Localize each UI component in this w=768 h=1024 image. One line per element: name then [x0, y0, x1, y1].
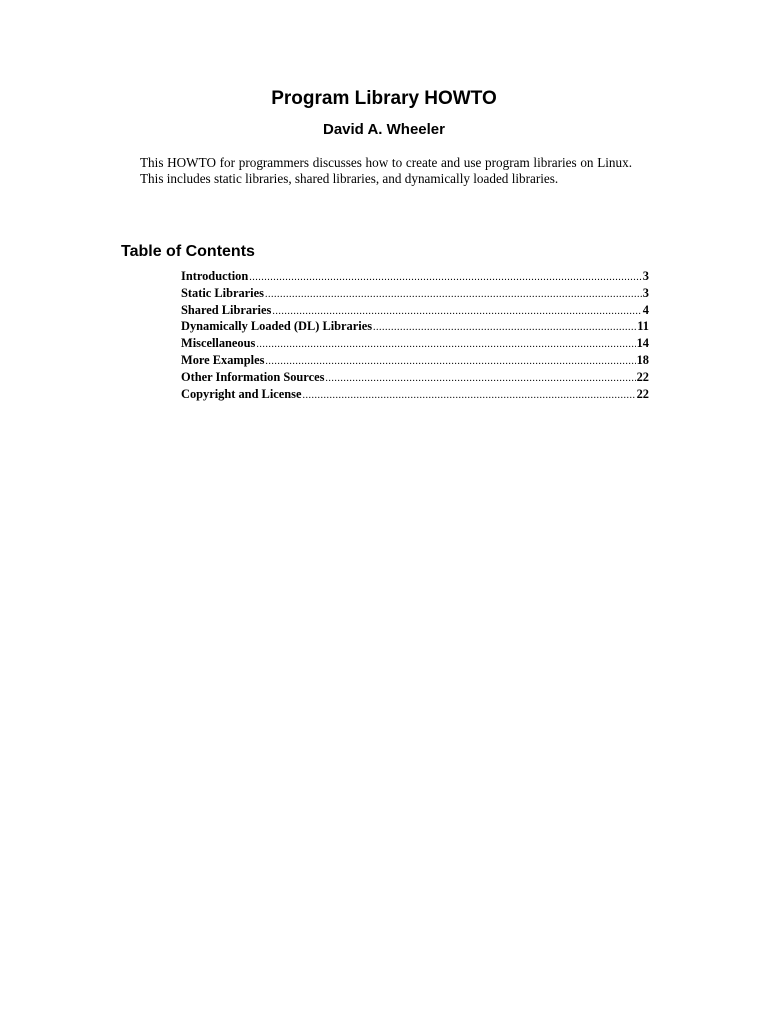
abstract-paragraph: This HOWTO for programmers discusses how to create and use program libraries on Linux. This includes static libraries, shared libraries, and dynamically loaded libraries. [140, 155, 632, 186]
toc-entry-page: 22 [636, 369, 649, 384]
toc-entry-introduction[interactable] [181, 268, 649, 285]
toc-dot-leader [265, 287, 642, 302]
toc-entry-dl-libraries[interactable] [181, 318, 649, 335]
document-title: Program Library HOWTO [271, 88, 497, 109]
toc-entry-other-information-sources[interactable] [181, 369, 649, 386]
toc-dot-leader [325, 371, 635, 386]
toc-entry-page: 3 [642, 285, 649, 300]
toc-entry-page: 18 [636, 352, 649, 367]
toc-entry-shared-libraries[interactable] [181, 302, 649, 319]
toc-entry-title[interactable]: Introduction [181, 269, 249, 283]
toc-dot-leader [256, 337, 635, 352]
toc-dot-leader [373, 320, 636, 335]
toc-entry-page: 14 [636, 336, 649, 351]
toc-entry-title[interactable]: Shared Libraries [181, 302, 272, 317]
document-author: David A. Wheeler [323, 121, 445, 138]
toc-entry-title[interactable]: More Examples [181, 352, 265, 367]
toc-entry-title[interactable]: Other Information Sources [181, 369, 325, 384]
toc-entry-title[interactable]: Miscellaneous [181, 336, 256, 351]
toc-entry-page: 3 [642, 269, 649, 283]
toc-entry-title[interactable]: Dynamically Loaded (DL) Libraries [181, 319, 373, 334]
toc-dot-leader [302, 388, 635, 403]
table-of-contents [181, 268, 649, 402]
toc-entry-title[interactable]: Copyright and License [181, 386, 302, 401]
toc-entry-miscellaneous[interactable] [181, 335, 649, 352]
toc-entry-more-examples[interactable] [181, 352, 649, 369]
toc-entry-copyright-and-license[interactable] [181, 386, 649, 403]
toc-entry-page: 11 [637, 319, 649, 334]
toc-dot-leader [265, 354, 635, 369]
toc-entry-static-libraries[interactable] [181, 285, 649, 302]
toc-heading: Table of Contents [121, 243, 255, 260]
toc-entry-page: 4 [642, 302, 649, 317]
toc-dot-leader [272, 304, 641, 319]
toc-entry-page: 22 [636, 386, 649, 401]
toc-dot-leader [249, 270, 642, 285]
toc-entry-title[interactable]: Static Libraries [181, 285, 264, 300]
